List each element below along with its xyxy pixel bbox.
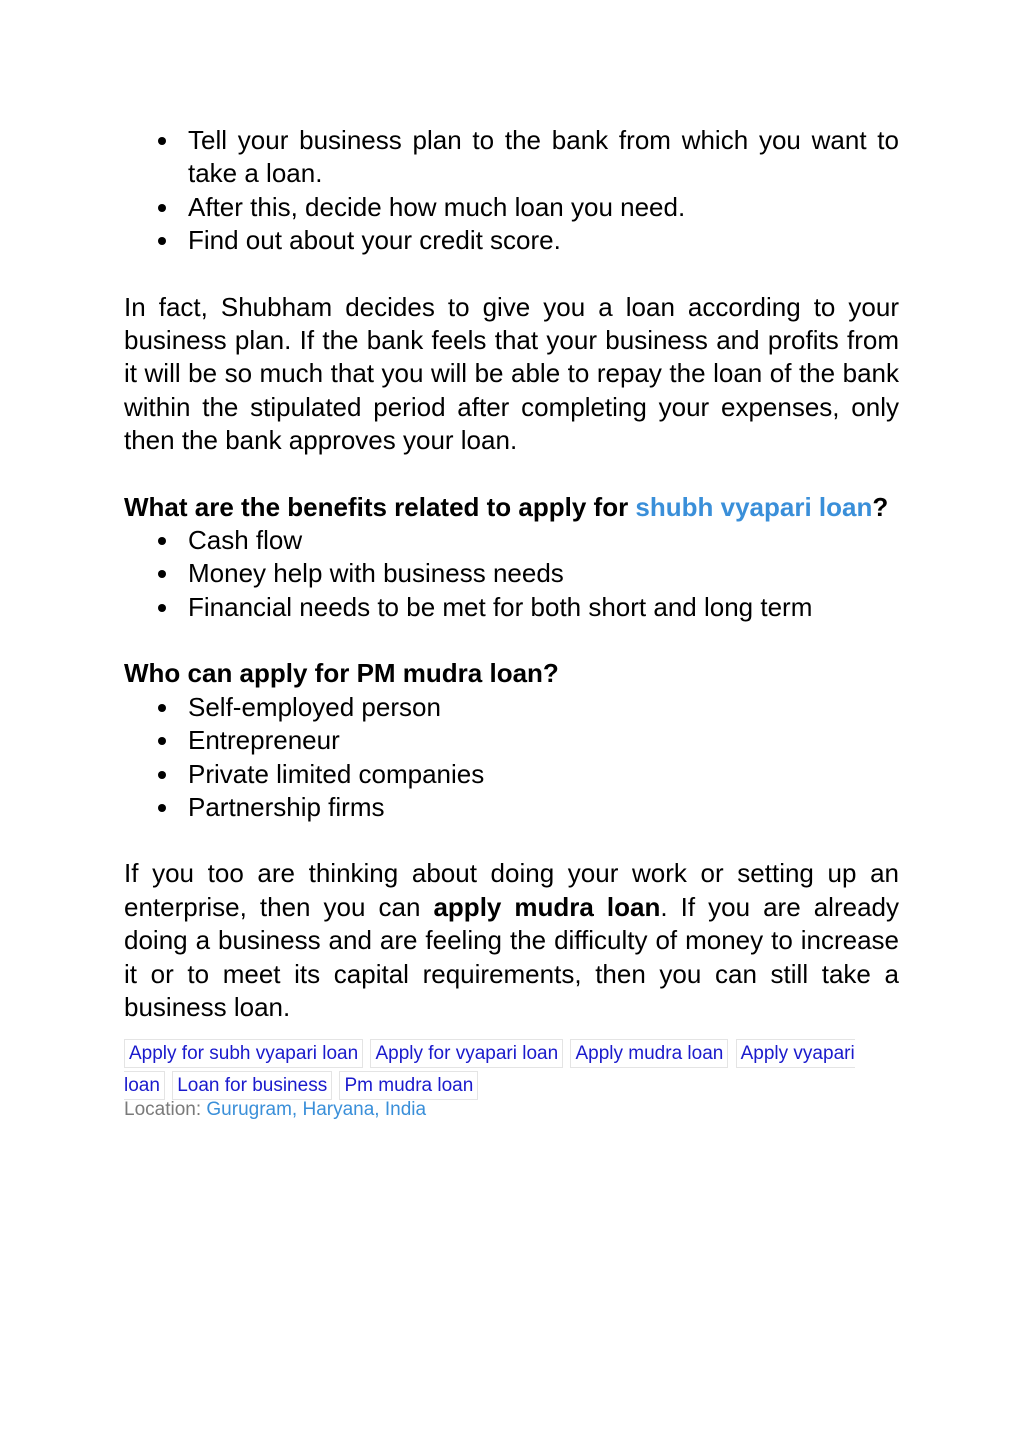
location-link[interactable]: Gurugram, Haryana, India bbox=[206, 1099, 427, 1121]
document-body bbox=[124, 124, 899, 1121]
benefits-heading bbox=[124, 491, 899, 524]
list-item: Self-employed person bbox=[124, 691, 899, 724]
bullet-icon bbox=[158, 204, 166, 212]
spacer bbox=[124, 258, 899, 291]
shubh-vyapari-loan-link[interactable]: shubh vyapari loan bbox=[635, 491, 873, 522]
list-item: After this, decide how much loan you need. bbox=[124, 191, 899, 224]
bullet-icon bbox=[158, 704, 166, 712]
list-item: Tell your business plan to the bank from which you want to take a loan. bbox=[124, 124, 899, 191]
benefits-heading-prefix: What are the benefits related to apply for bbox=[124, 491, 636, 522]
bullet-icon bbox=[158, 537, 166, 545]
eligibility-list bbox=[124, 691, 899, 825]
bullet-icon bbox=[158, 570, 166, 578]
list-item: Private limited companies bbox=[124, 758, 899, 791]
business-loan-paragraph bbox=[124, 857, 899, 1024]
bullet-icon bbox=[158, 237, 166, 245]
loan-approval-paragraph: In fact, Shubham decides to give you a loan according to your business plan. If the bank feels that your business and profits from it will be so much that you will be able to repay the loan of the bank within the stipulated period after completing your expenses, only then the bank approves your loan. bbox=[124, 291, 899, 456]
paragraph-text-before: If you too are thinking about doing your work or setting up an enterprise, then you can bbox=[124, 858, 899, 922]
bullet-icon bbox=[158, 771, 166, 779]
list-item: Partnership firms bbox=[124, 791, 899, 824]
list-item: Entrepreneur bbox=[124, 724, 899, 757]
location-label: Location: bbox=[124, 1099, 202, 1121]
benefits-list bbox=[124, 524, 899, 624]
list-item: Cash flow bbox=[124, 524, 899, 557]
spacer bbox=[124, 824, 899, 857]
tag-loan-for-business[interactable]: Loan for business bbox=[172, 1071, 332, 1100]
paragraph-text-after: . If you are already doing a business and are feeling the difficulty of money to increase it or to meet its capital requirements, then you can still take a business loan. bbox=[124, 891, 899, 1022]
apply-mudra-loan-emphasis: apply mudra loan bbox=[433, 891, 661, 922]
bullet-icon bbox=[158, 604, 166, 612]
bullet-icon bbox=[158, 804, 166, 812]
location-line bbox=[124, 1099, 899, 1121]
list-item: Find out about your credit score. bbox=[124, 224, 899, 257]
tag-apply-for-vyapari-loan[interactable]: Apply for vyapari loan bbox=[370, 1039, 563, 1068]
bullet-icon bbox=[158, 137, 166, 145]
tag-apply-vyapari-loan[interactable]: Apply vyapari loan bbox=[124, 1039, 855, 1100]
eligibility-heading: Who can apply for PM mudra loan? bbox=[124, 658, 559, 689]
tag-apply-for-subh-vyapari-loan[interactable]: Apply for subh vyapari loan bbox=[124, 1039, 363, 1068]
intro-list bbox=[124, 124, 899, 258]
bullet-icon bbox=[158, 737, 166, 745]
spacer bbox=[124, 624, 899, 657]
spacer bbox=[124, 458, 899, 491]
tag-list bbox=[124, 1038, 899, 1102]
tag-pm-mudra-loan[interactable]: Pm mudra loan bbox=[339, 1071, 478, 1100]
tag-apply-mudra-loan[interactable]: Apply mudra loan bbox=[570, 1039, 728, 1068]
benefits-heading-suffix: ? bbox=[872, 491, 889, 522]
list-item: Financial needs to be met for both short and long term bbox=[124, 591, 899, 624]
list-item: Money help with business needs bbox=[124, 557, 899, 590]
